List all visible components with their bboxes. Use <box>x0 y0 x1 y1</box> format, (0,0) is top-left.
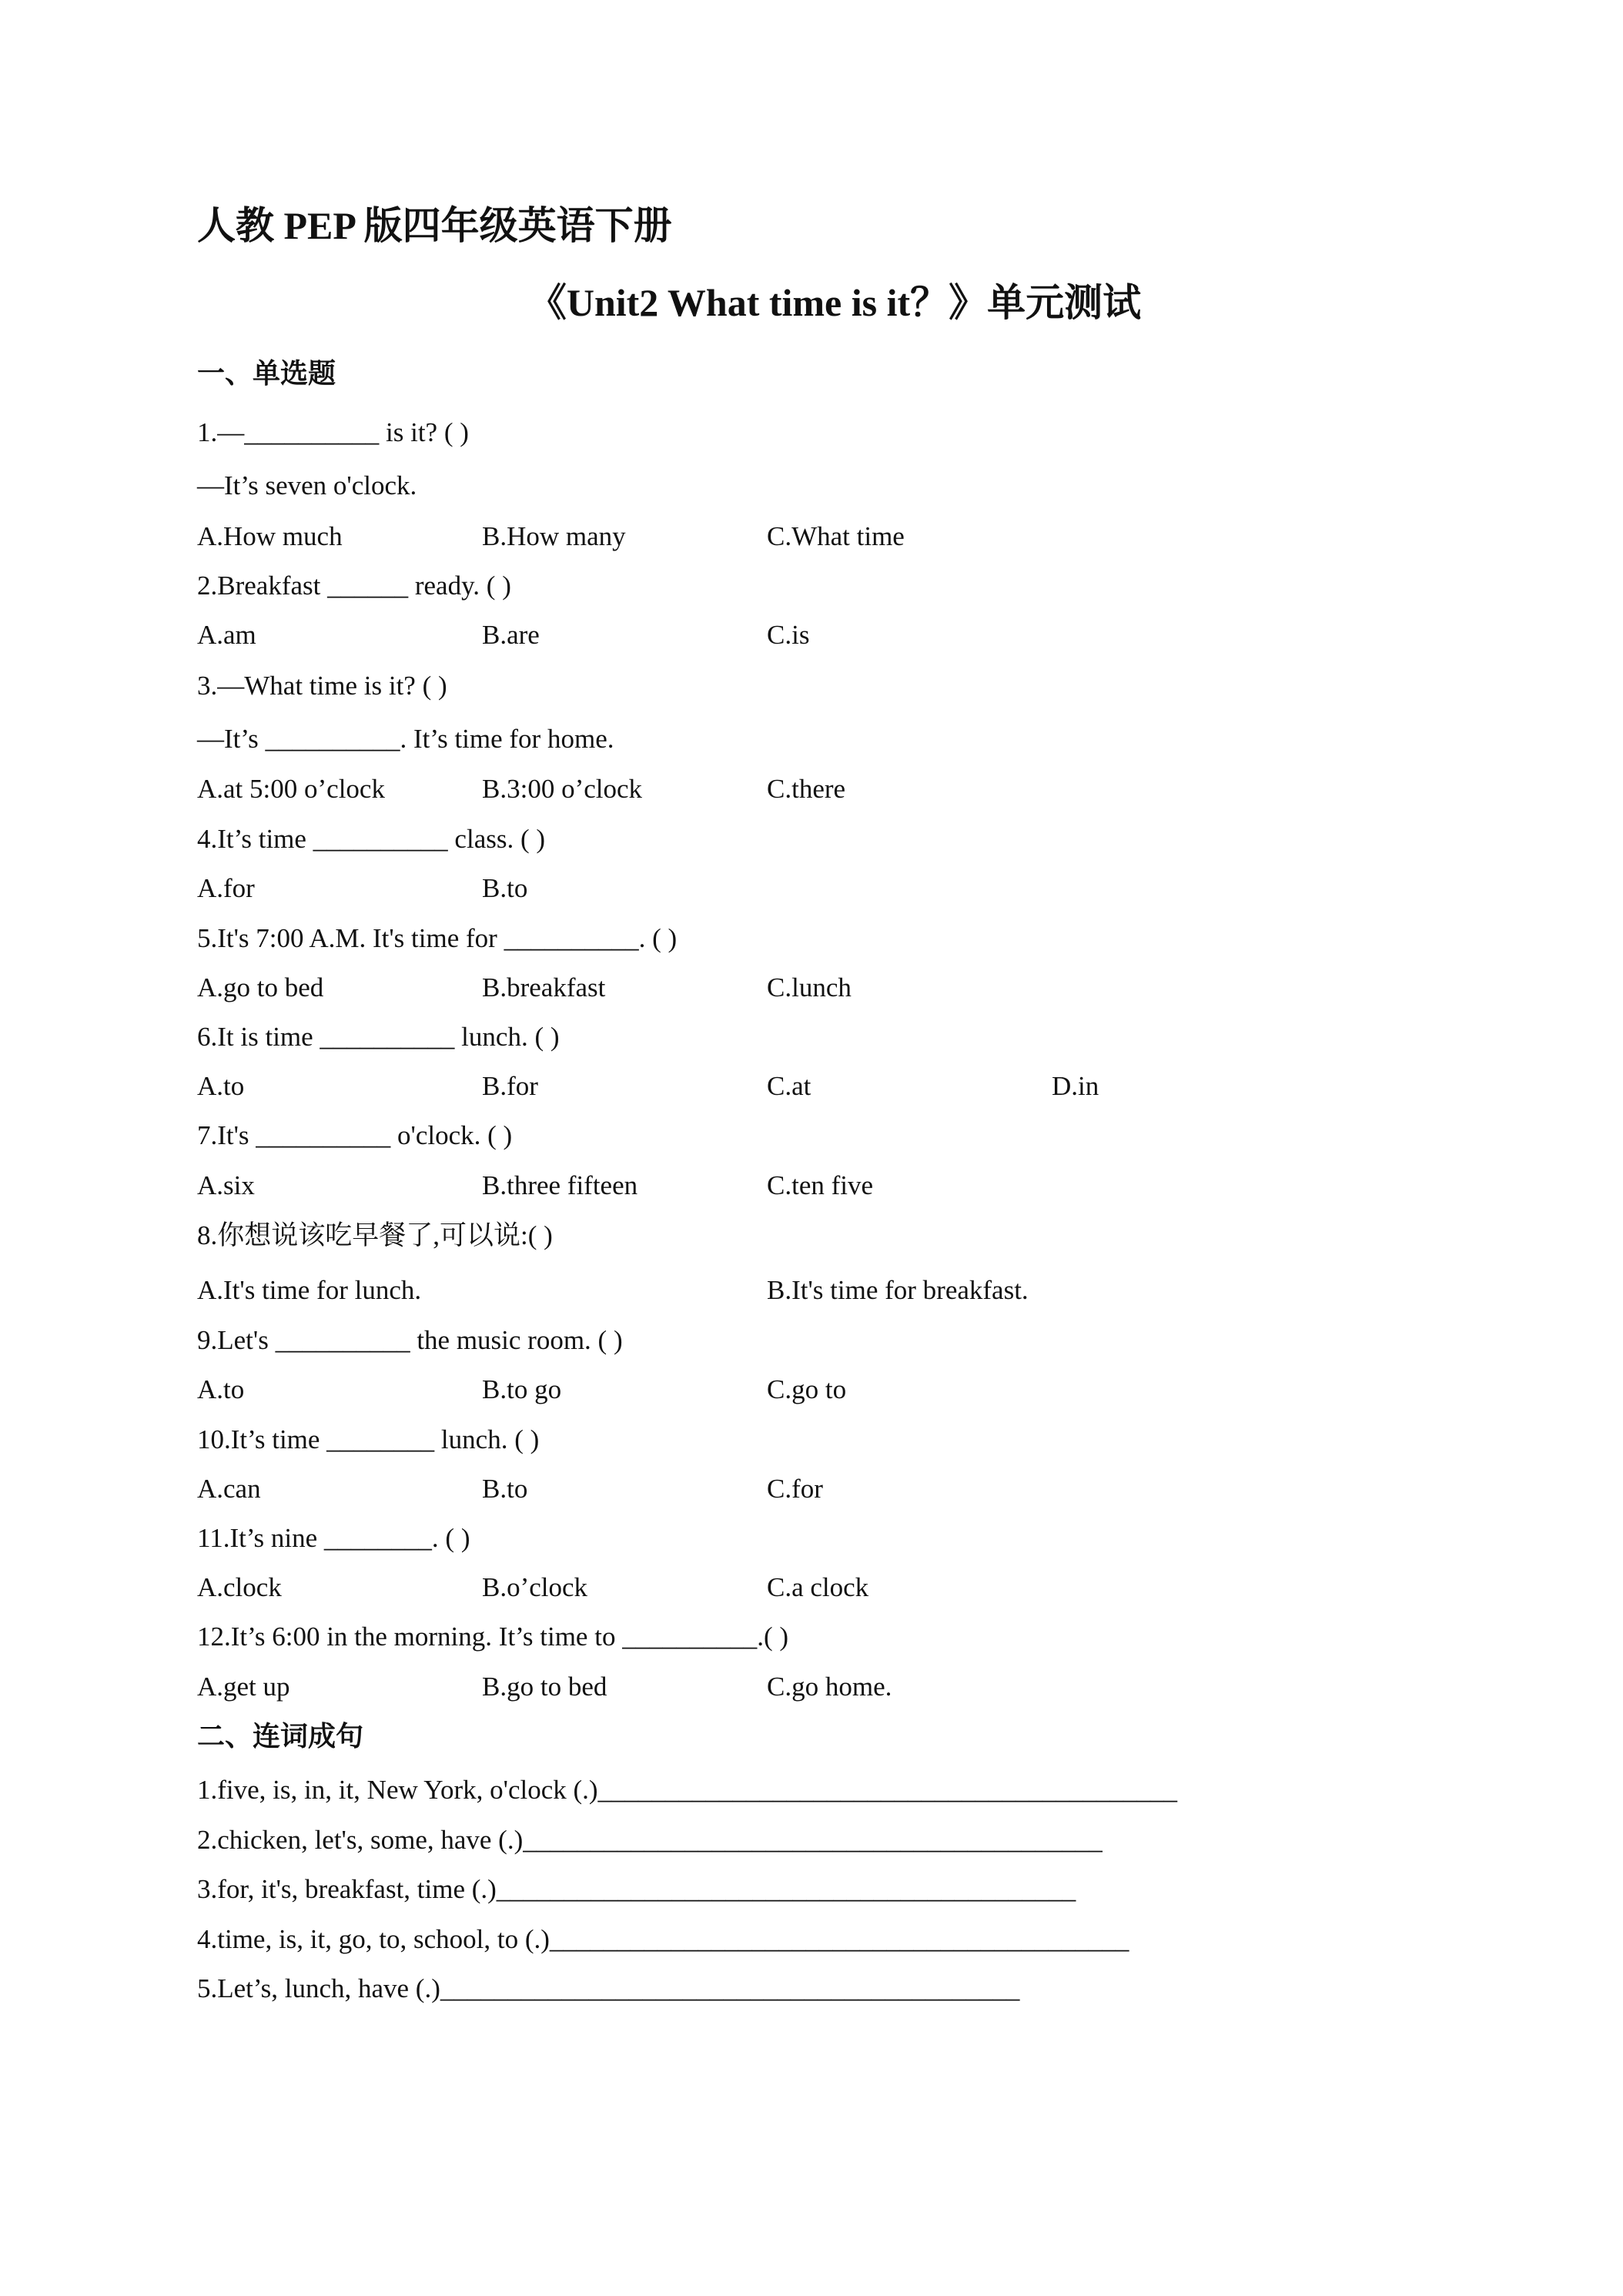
question-11-options <box>197 1568 1506 1607</box>
question-4-option-b[interactable]: B.to <box>482 873 528 903</box>
sentence-item-1[interactable]: 1.five, is, in, it, New York, o'clock (.)___________________________________________ <box>197 1775 1178 1805</box>
question-7-option-c[interactable]: C.ten five <box>767 1170 874 1200</box>
question-11-option-b[interactable]: B.o’clock <box>482 1572 588 1602</box>
question-9-options <box>197 1371 1506 1409</box>
document-subtitle <box>0 276 1623 330</box>
question-6-option-a[interactable]: A.to <box>197 1071 245 1101</box>
document-subtitle-text: 《Unit2 What time is it？》单元测试 <box>527 281 1142 324</box>
question-1-option-c[interactable]: C.What time <box>767 521 905 551</box>
question-9-stem: 9.Let's __________ the music room. ( ) <box>197 1325 623 1355</box>
question-10-option-c[interactable]: C.for <box>767 1474 823 1504</box>
question-12-option-a[interactable]: A.get up <box>197 1672 290 1702</box>
question-10-stem: 10.It’s time ________ lunch. ( ) <box>197 1424 540 1454</box>
question-7-options <box>197 1166 1506 1205</box>
question-5-option-b[interactable]: B.breakfast <box>482 972 606 1002</box>
question-2-option-b[interactable]: B.are <box>482 620 540 650</box>
sentence-item-2[interactable]: 2.chicken, let's, some, have (.)___________________________________________ <box>197 1825 1103 1855</box>
question-8-options <box>197 1271 1506 1310</box>
question-8-option-a[interactable]: A.It's time for lunch. <box>197 1275 422 1305</box>
question-5-option-a[interactable]: A.go to bed <box>197 972 324 1002</box>
question-6-options <box>197 1067 1506 1106</box>
question-6-option-d[interactable]: D.in <box>1052 1071 1099 1101</box>
question-7-option-a[interactable]: A.six <box>197 1170 255 1200</box>
question-9-option-b[interactable]: B.to go <box>482 1374 562 1404</box>
question-6-option-b[interactable]: B.for <box>482 1071 538 1101</box>
question-12-option-b[interactable]: B.go to bed <box>482 1672 607 1702</box>
question-2-option-c[interactable]: C.is <box>767 620 810 650</box>
question-3-option-b[interactable]: B.3:00 o’clock <box>482 774 643 804</box>
question-5-option-c[interactable]: C.lunch <box>767 972 852 1002</box>
question-8-stem: 8.你想说该吃早餐了,可以说:( ) <box>197 1220 553 1250</box>
question-12-options <box>197 1668 1506 1706</box>
question-6-stem: 6.It is time __________ lunch. ( ) <box>197 1022 560 1052</box>
question-4-options <box>197 869 1506 908</box>
question-4-stem: 4.It’s time __________ class. ( ) <box>197 824 546 854</box>
question-3-stem: 3.—What time is it? ( ) <box>197 671 447 701</box>
question-4-option-a[interactable]: A.for <box>197 873 255 903</box>
question-3-option-a[interactable]: A.at 5:00 o’clock <box>197 774 385 804</box>
question-10-options <box>197 1470 1506 1508</box>
question-2-option-a[interactable]: A.am <box>197 620 256 650</box>
section-heading-single-choice: 一、单选题 <box>197 358 336 389</box>
question-12-option-c[interactable]: C.go home. <box>767 1672 892 1702</box>
sentence-item-4[interactable]: 4.time, is, it, go, to, school, to (.)___________________________________________ <box>197 1924 1129 1954</box>
section-heading-sentence-building: 二、连词成句 <box>197 1721 364 1752</box>
question-5-options <box>197 969 1506 1007</box>
question-12-stem: 12.It’s 6:00 in the morning. It’s time to __________.( ) <box>197 1622 789 1652</box>
question-2-stem: 2.Breakfast ______ ready. ( ) <box>197 571 511 601</box>
question-1-options <box>197 517 1506 556</box>
question-11-stem: 11.It’s nine ________. ( ) <box>197 1523 470 1553</box>
question-1-option-b[interactable]: B.How many <box>482 521 626 551</box>
question-9-option-c[interactable]: C.go to <box>767 1374 847 1404</box>
question-7-option-b[interactable]: B.three fifteen <box>482 1170 638 1200</box>
question-1-sub: —It’s seven o'clock. <box>197 470 417 500</box>
question-10-option-b[interactable]: B.to <box>482 1474 528 1504</box>
question-1-stem: 1.—__________ is it? ( ) <box>197 417 469 447</box>
question-10-option-a[interactable]: A.can <box>197 1474 261 1504</box>
sentence-item-5[interactable]: 5.Let’s, lunch, have (.)___________________________________________ <box>197 1973 1020 2003</box>
question-1-option-a[interactable]: A.How much <box>197 521 343 551</box>
question-7-stem: 7.It's __________ o'clock. ( ) <box>197 1120 513 1150</box>
question-3-sub: —It’s __________. It’s time for home. <box>197 724 614 754</box>
document-title: 人教 PEP 版四年级英语下册 <box>197 204 672 247</box>
question-6-option-c[interactable]: C.at <box>767 1071 812 1101</box>
question-5-stem: 5.It's 7:00 A.M. It's time for __________. ( ) <box>197 923 678 953</box>
question-8-option-b[interactable]: B.It's time for breakfast. <box>767 1275 1029 1305</box>
question-11-option-c[interactable]: C.a clock <box>767 1572 869 1602</box>
question-3-options <box>197 770 1506 808</box>
question-2-options <box>197 616 1506 654</box>
question-9-option-a[interactable]: A.to <box>197 1374 245 1404</box>
question-11-option-a[interactable]: A.clock <box>197 1572 282 1602</box>
question-3-option-c[interactable]: C.there <box>767 774 846 804</box>
sentence-item-3[interactable]: 3.for, it's, breakfast, time (.)___________________________________________ <box>197 1874 1076 1904</box>
